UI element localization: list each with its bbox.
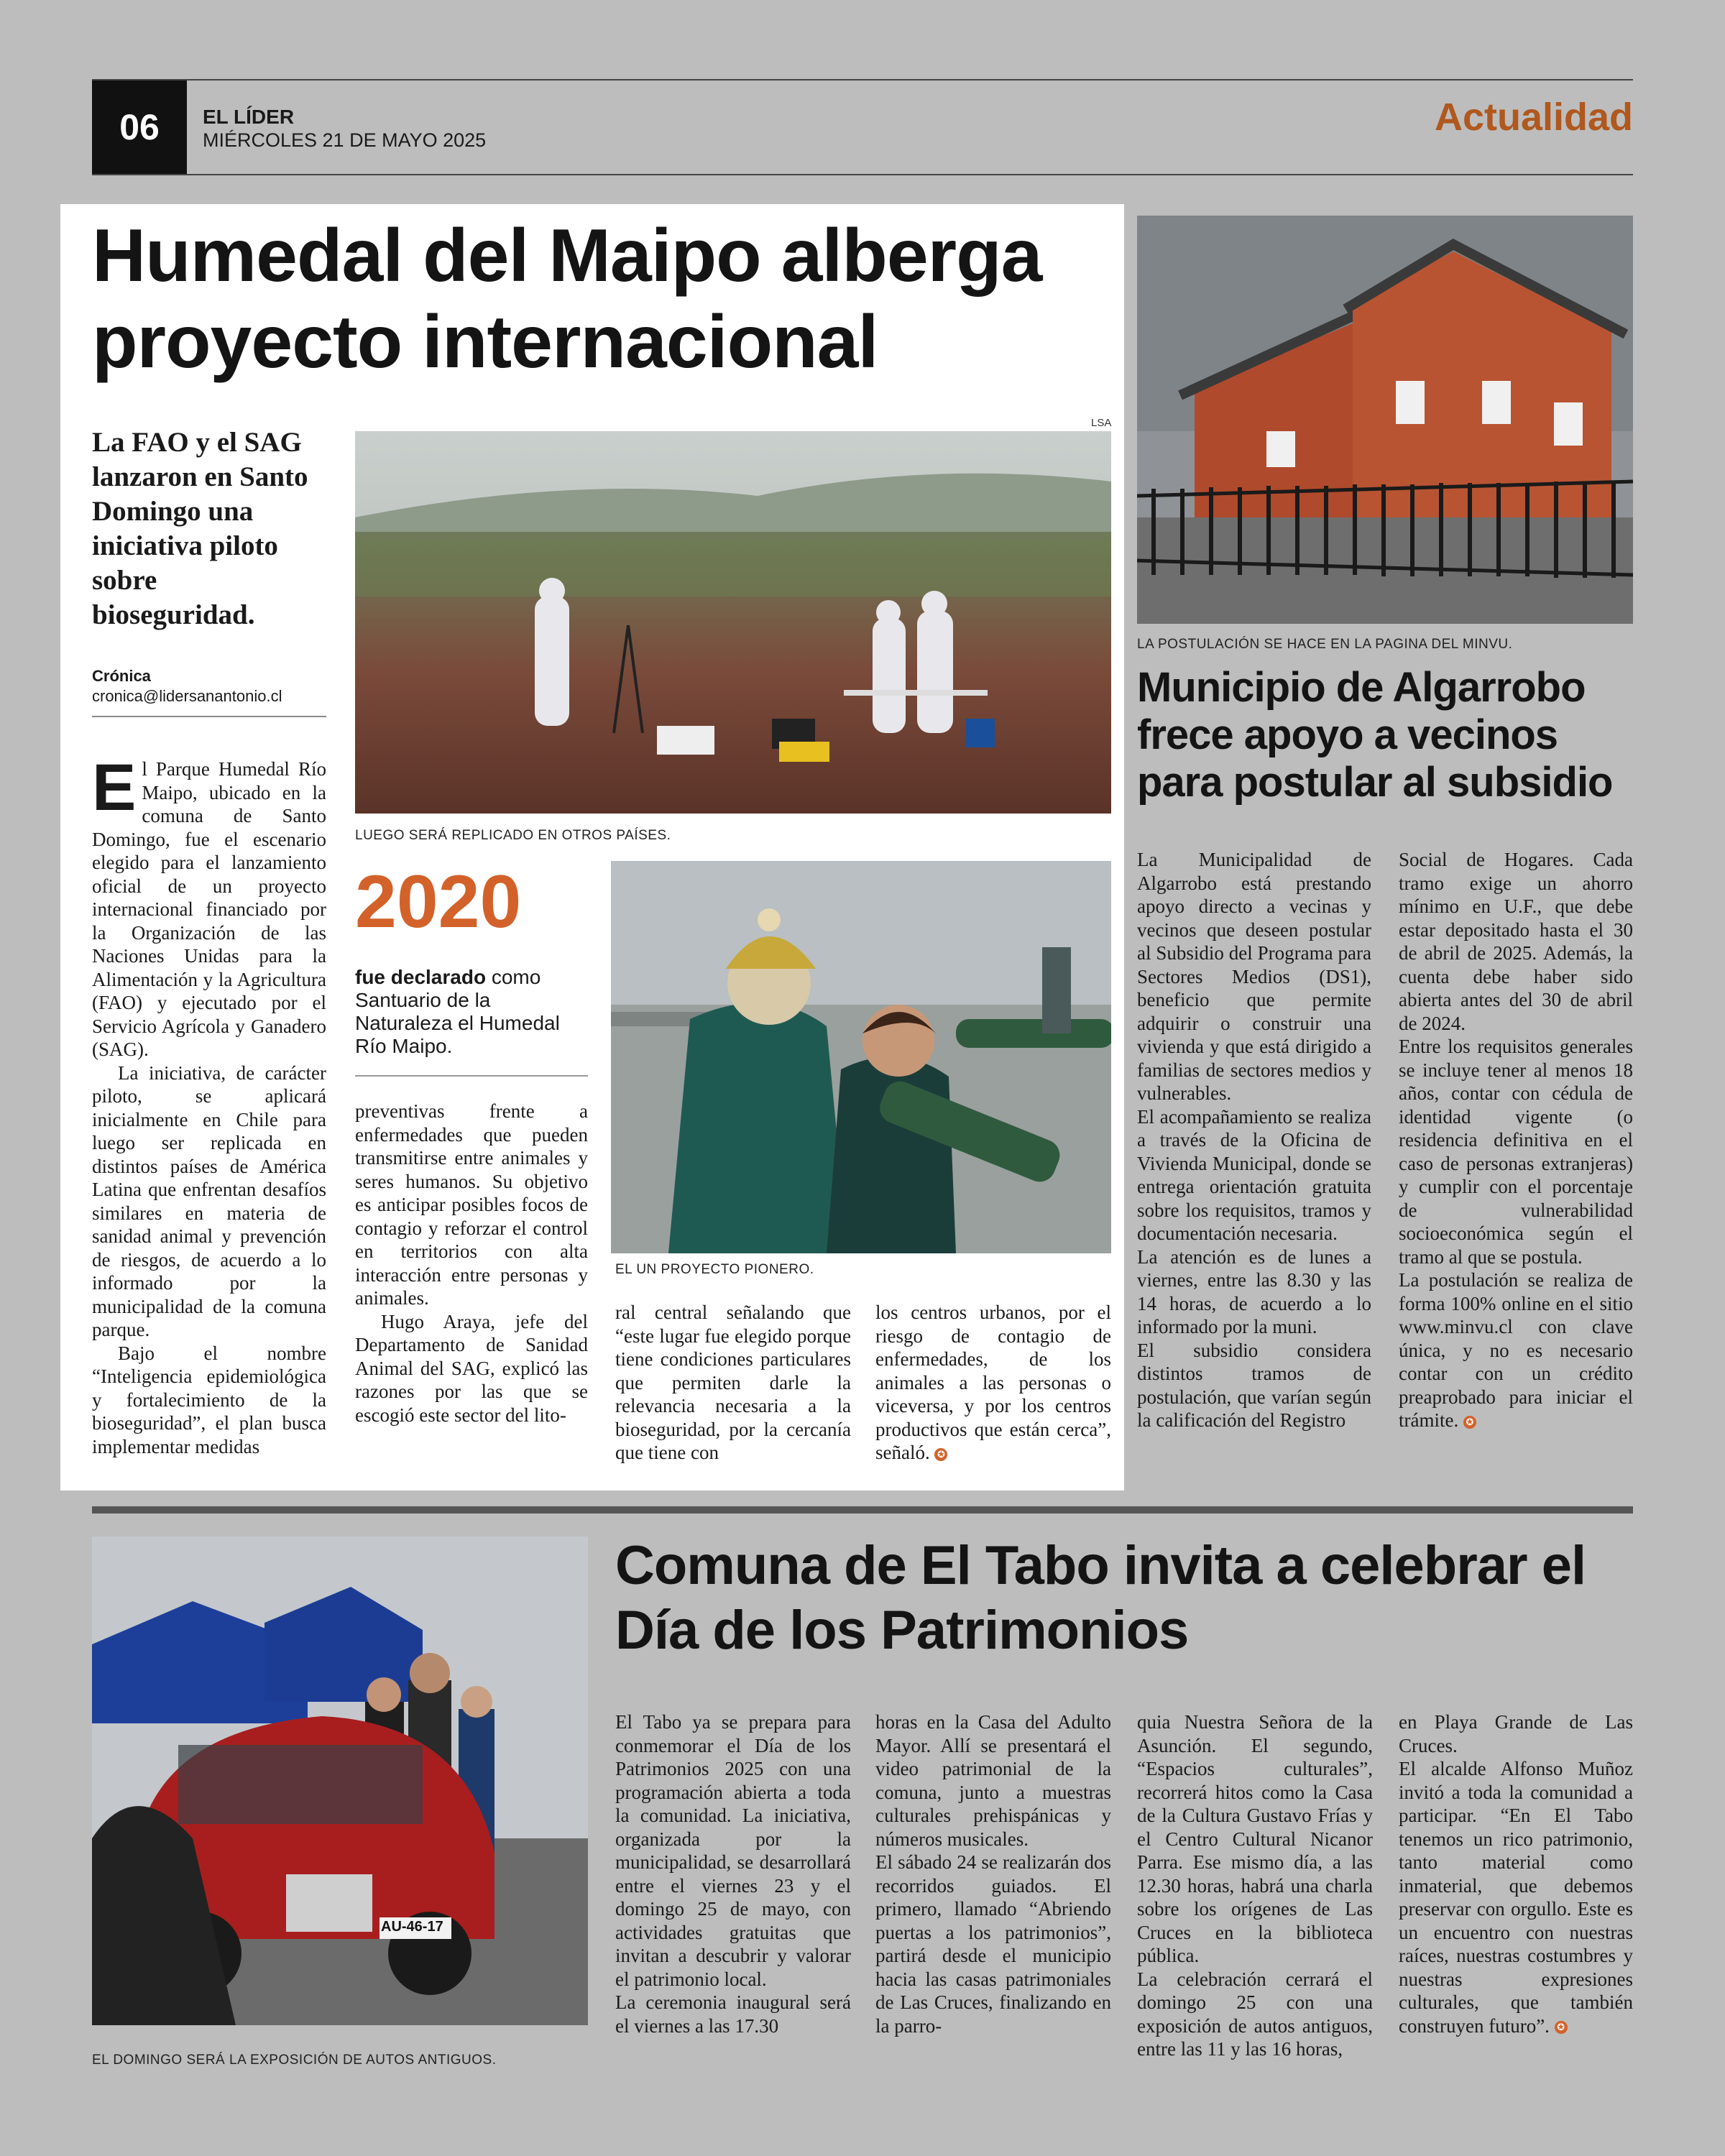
main-col4-p1: los centros urbanos, por el riesgo de contagio de enfermedades, de los animales a las personas o viceversa, y por los centros productivos que están cerca”, señaló. (875, 1302, 1111, 1463)
bottom-col2-p2: El sábado 24 se realizarán dos recorridos guiados. El primero, llamado “Abriendo puertas a los patrimonios”, partirá desde el municipio hacia las casas patrimoniales de Las Cruces, finalizando en la parro- (875, 1851, 1111, 2037)
stat-bold: fue declarado (355, 966, 487, 988)
publication-date: MIÉRCOLES 21 DE MAYO 2025 (203, 129, 487, 151)
main-headline: Humedal del Maipo alberga proyecto internacional (92, 214, 1042, 384)
side-column-1 (1137, 848, 1371, 1432)
main-col1-p3: Bajo el nombre “Inteligencia epidemiológica y fortalecimiento de la bioseguridad”, el plan busca implementar medidas (92, 1342, 326, 1457)
bottom-col3-p1: quia Nuestra Señora de la Asunción. El segundo, “Espacios culturales”, recorrerá hitos como la Casa de la Cultura Gustavo Frías y el Centro Cultural Nicanor Parra. Ese mismo día, a las 12.30 horas, habrá una charla sobre los orígenes de Las Cruces en la biblioteca pública. (1137, 1711, 1373, 1966)
section-title: Actualidad (1434, 96, 1633, 139)
bottom-col4-p2: El alcalde Alfonso Muñoz invitó a toda la comunidad a participar. “En El Tabo tenemos un rico patrimonio, tanto material como inmaterial, que debemos preservar con orgullo. Este es un encuentro con nuestras raíces, nuestras costumbres y nuestras expresiones culturales, que también construyen futuro”. (1399, 1758, 1633, 2037)
side-end-mark-icon: ✪ (1463, 1416, 1476, 1429)
observers-photo (611, 861, 1111, 1253)
main-col1-p1: l Parque Humedal Río Maipo, ubicado en la comuna de Santo Domingo, fue el escenario elegido para el lanzamiento oficial de un proyecto internacional financiado por la Organización de las Naciones Unidas para la Alimentación y la Agricultura (FAO) y ejecutado por el Servicio Agrícola y Ganadero (SAG). (92, 758, 326, 1060)
byline-email[interactable]: cronica@lidersanantonio.cl (92, 687, 282, 705)
stat-number: 2020 (355, 860, 522, 944)
bottom-headline: Comuna de El Tabo invita a celebrar el Día de los Patrimonios (615, 1535, 1586, 1661)
stat-divider (355, 1075, 588, 1077)
side-col2-p3: La postulación se realiza de forma 100% online en el sitio www.minvu.cl con clave única, y no es necesario contar con un crédito preaprobado para iniciar el trámite. (1399, 1269, 1633, 1431)
section-divider (92, 1506, 1633, 1514)
header-top-rule (92, 79, 1633, 80)
page-number: 06 (92, 80, 187, 174)
side-col1-p2: El acompañamiento se realiza a través de la Oficina de Vivienda Municipal, donde se entrega orientación gratuita sobre los requisitos, tramos y documentación necesaria. (1137, 1105, 1371, 1244)
main-col1-p2: La iniciativa, de carácter piloto, se aplicará inicialmente en Chile para luego ser replicada en distintos países de América Latina que enfrentan desafíos similares en materia de sanidad animal y prevención de riesgos, de acuerdo a lo informado por la municipalidad de la comuna parque. (92, 1061, 326, 1340)
dropcap: E (92, 751, 137, 824)
side-col1-p1: La Municipalidad de Algarrobo está prestando apoyo directo a vecinas y vecinos que deseen postular al Subsidio del Programa para Sectores Medios (DS1), beneficio que permite adquirir o construir una vivienda y que está dirigido a familias de sectores medios y vulnerables. (1137, 849, 1371, 1104)
stat-description (355, 966, 592, 1058)
bottom-col1-p1: El Tabo ya se prepara para conmemorar el Día de los Patrimonios 2025 con una programación abierta a toda la comunidad. La iniciativa, organizada por la municipalidad, se desarrollará entre el viernes 23 y el domingo 25 de mayo, con actividades gratuitas que invitan a descubrir y valorar el patrimonio local. (615, 1711, 851, 1990)
photo1-caption: LUEGO SERÁ REPLICADO EN OTROS PAÍSES. (355, 828, 671, 843)
header-bottom-rule (92, 174, 1633, 175)
main-column-3 (615, 1301, 851, 1465)
side-photo-caption: LA POSTULACIÓN SE HACE EN LA PAGINA DEL MINVU. (1137, 637, 1513, 652)
bottom-column-4 (1399, 1710, 1633, 2037)
paper-name: EL LÍDER (203, 106, 295, 128)
bottom-column-1 (615, 1710, 851, 2037)
main-column-4 (875, 1301, 1111, 1465)
houses-photo (1137, 216, 1633, 624)
bottom-column-2 (875, 1710, 1111, 2037)
stat-rest: como Santuario de la Naturaleza el Humedal Río Maipo. (355, 966, 560, 1057)
byline: Crónica (92, 667, 151, 685)
main-lead: La FAO y el SAG lanzaron en Santo Domingo una iniciativa piloto sobre bioseguridad. (92, 427, 308, 630)
photo-credit: LSA (1091, 417, 1112, 429)
main-column-1 (92, 751, 326, 1458)
wetland-photo (355, 431, 1111, 814)
side-col2-p2: Entre los requisitos generales se incluye tener al menos 18 años, contar con cédula de identidad vigente (o residencia definitiva en el caso de personas extranjeras) y cumplir con el porcentaje de vulnerabilidad socioeconómica según el tramo al que se postula. (1399, 1036, 1633, 1268)
license-plate: AU-46-17 (381, 1919, 443, 1935)
bottom-col4-p1: en Playa Grande de Las Cruces. (1399, 1711, 1633, 1756)
side-col1-p3: La atención es de lunes a viernes, entre las 8.30 y las 14 horas, de acuerdo a lo informado por la muni. (1137, 1245, 1371, 1337)
byline-divider (92, 716, 326, 717)
bottom-end-mark-icon: ✪ (1555, 2021, 1568, 2034)
main-col2-p2: Hugo Araya, jefe del Departamento de Sanidad Animal del SAG, explicó las razones por las que se escogió este sector del lito- (355, 1310, 588, 1426)
bottom-col2-p1: horas en la Casa del Adulto Mayor. Allí se presentará el video patrimonial de la comuna, junto a muestras culturales prehispánicas y números musicales. (875, 1711, 1111, 1850)
bottom-col1-p2: La ceremonia inaugural será el viernes a las 17.30 (615, 1991, 851, 2037)
main-col3-p1: ral central señalando que “este lugar fue elegido porque tiene condiciones particulares que permiten darle la relevancia necesaria a la bioseguridad, por la cercanía que tiene con (615, 1302, 851, 1463)
side-headline: Municipio de Algarrobo frece apoyo a vecinos para postular al subsidio (1137, 664, 1613, 806)
side-col2-p1: Social de Hogares. Cada tramo exige un ahorro mínimo en U.F., que debe estar depositado hasta el 30 de abril de 2025. Además, la cuenta debe haber sido abierta antes del 30 de abril de 2024. (1399, 849, 1633, 1034)
side-col1-p4: El subsidio considera distintos tramos de postulación, que varían según la calificación del Registro (1137, 1339, 1371, 1431)
main-column-2 (355, 1100, 588, 1427)
end-mark-icon: ✪ (934, 1448, 947, 1461)
main-col2-p1: preventivas frente a enfermedades que pueden transmitirse entre animales y seres humanos. Su objetivo es anticipar posibles focos de contagio y reforzar el control en territorios con alta interacción entre personas y animales. (355, 1100, 588, 1309)
side-column-2 (1399, 848, 1633, 1432)
bottom-photo-caption: EL DOMINGO SERÁ LA EXPOSICIÓN DE AUTOS ANTIGUOS. (92, 2053, 497, 2068)
bottom-column-3 (1137, 1710, 1373, 2061)
classic-car-photo (92, 1537, 588, 2025)
photo2-caption: EL UN PROYECTO PIONERO. (615, 1262, 814, 1277)
bottom-col3-p2: La celebración cerrará el domingo 25 con una exposición de autos antiguos, entre las 11 y las 16 horas, (1137, 1968, 1373, 2060)
